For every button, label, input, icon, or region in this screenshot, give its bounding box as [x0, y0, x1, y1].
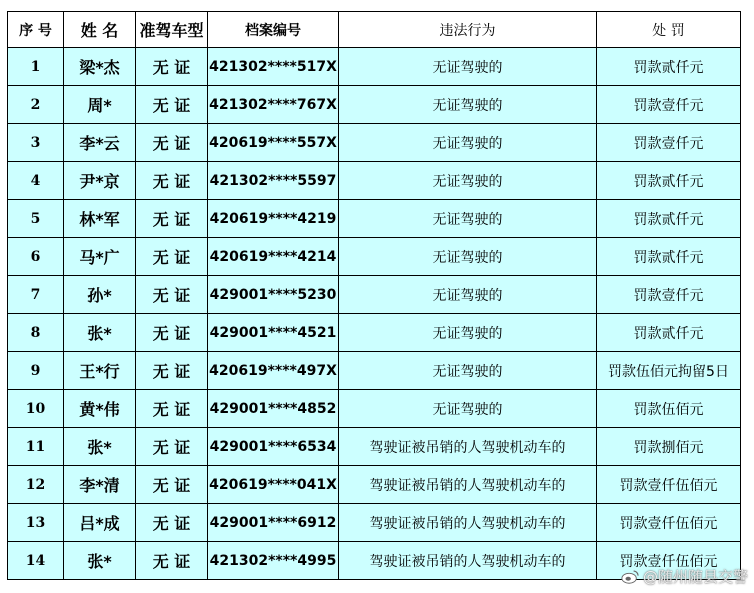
cell-file-number: 429001****5230: [208, 276, 339, 314]
cell-file-number: 420619****4219: [208, 200, 339, 238]
cell-violation: 无证驾驶的: [339, 390, 597, 428]
watermark-text: @随州随县交警: [642, 568, 748, 586]
table-row: [8, 200, 741, 238]
cell-serial-number: 14: [8, 542, 64, 580]
cell-violation: 驾驶证被吊销的人驾驶机动车的: [339, 504, 597, 542]
cell-penalty: 罚款贰仟元: [597, 162, 741, 200]
cell-file-number: 429001****4852: [208, 390, 339, 428]
cell-license-class: 无 证: [136, 390, 208, 428]
cell-violation: 无证驾驶的: [339, 86, 597, 124]
cell-penalty: 罚款贰仟元: [597, 200, 741, 238]
cell-name: 吕*成: [64, 504, 136, 542]
cell-file-number: 420619****4214: [208, 238, 339, 276]
header-violation: 违法行为: [339, 12, 597, 48]
cell-penalty: 罚款贰仟元: [597, 48, 741, 86]
cell-penalty: 罚款贰仟元: [597, 238, 741, 276]
cell-file-number: 420619****557X: [208, 124, 339, 162]
header-penalty: 处 罚: [597, 12, 741, 48]
cell-serial-number: 4: [8, 162, 64, 200]
violation-table: [7, 11, 741, 580]
cell-name: 尹*京: [64, 162, 136, 200]
cell-license-class: 无 证: [136, 352, 208, 390]
cell-serial-number: 1: [8, 48, 64, 86]
cell-penalty: 罚款壹仟伍佰元: [597, 466, 741, 504]
cell-violation: 驾驶证被吊销的人驾驶机动车的: [339, 542, 597, 580]
cell-penalty: 罚款壹仟伍佰元: [597, 504, 741, 542]
cell-penalty: 罚款伍佰元拘留5日: [597, 352, 741, 390]
header-serial-number: 序 号: [8, 12, 64, 48]
header-row: [8, 12, 741, 48]
cell-license-class: 无 证: [136, 314, 208, 352]
cell-license-class: 无 证: [136, 124, 208, 162]
cell-penalty: 罚款贰仟元: [597, 314, 741, 352]
table-row: [8, 124, 741, 162]
cell-name: 王*行: [64, 352, 136, 390]
cell-license-class: 无 证: [136, 238, 208, 276]
table-row: [8, 276, 741, 314]
cell-file-number: 421302****4995: [208, 542, 339, 580]
cell-penalty: 罚款壹仟元: [597, 124, 741, 162]
cell-file-number: 429001****6534: [208, 428, 339, 466]
header-name: 姓 名: [64, 12, 136, 48]
table-row: [8, 466, 741, 504]
cell-name: 梁*杰: [64, 48, 136, 86]
table-row: [8, 48, 741, 86]
cell-name: 周*: [64, 86, 136, 124]
cell-license-class: 无 证: [136, 276, 208, 314]
cell-serial-number: 2: [8, 86, 64, 124]
table-row: [8, 390, 741, 428]
cell-serial-number: 5: [8, 200, 64, 238]
cell-violation: 无证驾驶的: [339, 314, 597, 352]
cell-violation: 驾驶证被吊销的人驾驶机动车的: [339, 428, 597, 466]
cell-serial-number: 6: [8, 238, 64, 276]
cell-violation: 无证驾驶的: [339, 200, 597, 238]
cell-license-class: 无 证: [136, 48, 208, 86]
cell-name: 张*: [64, 542, 136, 580]
cell-serial-number: 7: [8, 276, 64, 314]
watermark: [621, 566, 748, 587]
cell-license-class: 无 证: [136, 504, 208, 542]
table-row: [8, 238, 741, 276]
cell-file-number: 421302****517X: [208, 48, 339, 86]
cell-name: 张*: [64, 428, 136, 466]
cell-violation: 无证驾驶的: [339, 352, 597, 390]
cell-serial-number: 11: [8, 428, 64, 466]
cell-violation: 无证驾驶的: [339, 276, 597, 314]
cell-file-number: 420619****041X: [208, 466, 339, 504]
header-file-number: 档案编号: [208, 12, 339, 48]
cell-penalty: 罚款壹仟元: [597, 276, 741, 314]
cell-file-number: 420619****497X: [208, 352, 339, 390]
cell-violation: 无证驾驶的: [339, 124, 597, 162]
cell-name: 李*清: [64, 466, 136, 504]
cell-name: 马*广: [64, 238, 136, 276]
cell-name: 李*云: [64, 124, 136, 162]
cell-file-number: 429001****4521: [208, 314, 339, 352]
cell-serial-number: 9: [8, 352, 64, 390]
table-row: [8, 86, 741, 124]
weibo-logo-icon: [621, 569, 639, 584]
cell-violation: 无证驾驶的: [339, 238, 597, 276]
cell-license-class: 无 证: [136, 200, 208, 238]
cell-license-class: 无 证: [136, 542, 208, 580]
cell-serial-number: 12: [8, 466, 64, 504]
cell-file-number: 421302****767X: [208, 86, 339, 124]
cell-penalty: 罚款伍佰元: [597, 390, 741, 428]
table-row: [8, 162, 741, 200]
cell-name: 张*: [64, 314, 136, 352]
header-license-class: 准驾车型: [136, 12, 208, 48]
cell-penalty: 罚款捌佰元: [597, 428, 741, 466]
table-row: [8, 504, 741, 542]
cell-name: 林*军: [64, 200, 136, 238]
cell-file-number: 429001****6912: [208, 504, 339, 542]
cell-serial-number: 13: [8, 504, 64, 542]
cell-penalty: 罚款壹仟元: [597, 86, 741, 124]
table-header: [8, 12, 741, 48]
cell-license-class: 无 证: [136, 466, 208, 504]
cell-file-number: 421302****5597: [208, 162, 339, 200]
cell-name: 孙*: [64, 276, 136, 314]
table-row: [8, 314, 741, 352]
cell-serial-number: 10: [8, 390, 64, 428]
cell-violation: 无证驾驶的: [339, 48, 597, 86]
cell-license-class: 无 证: [136, 428, 208, 466]
cell-license-class: 无 证: [136, 162, 208, 200]
cell-name: 黄*伟: [64, 390, 136, 428]
table-row: [8, 428, 741, 466]
cell-violation: 驾驶证被吊销的人驾驶机动车的: [339, 466, 597, 504]
cell-penalty: 罚款壹仟伍佰元: [597, 542, 741, 580]
cell-violation: 无证驾驶的: [339, 162, 597, 200]
table-row: [8, 352, 741, 390]
cell-license-class: 无 证: [136, 86, 208, 124]
cell-serial-number: 8: [8, 314, 64, 352]
table-body: [8, 48, 741, 580]
cell-serial-number: 3: [8, 124, 64, 162]
